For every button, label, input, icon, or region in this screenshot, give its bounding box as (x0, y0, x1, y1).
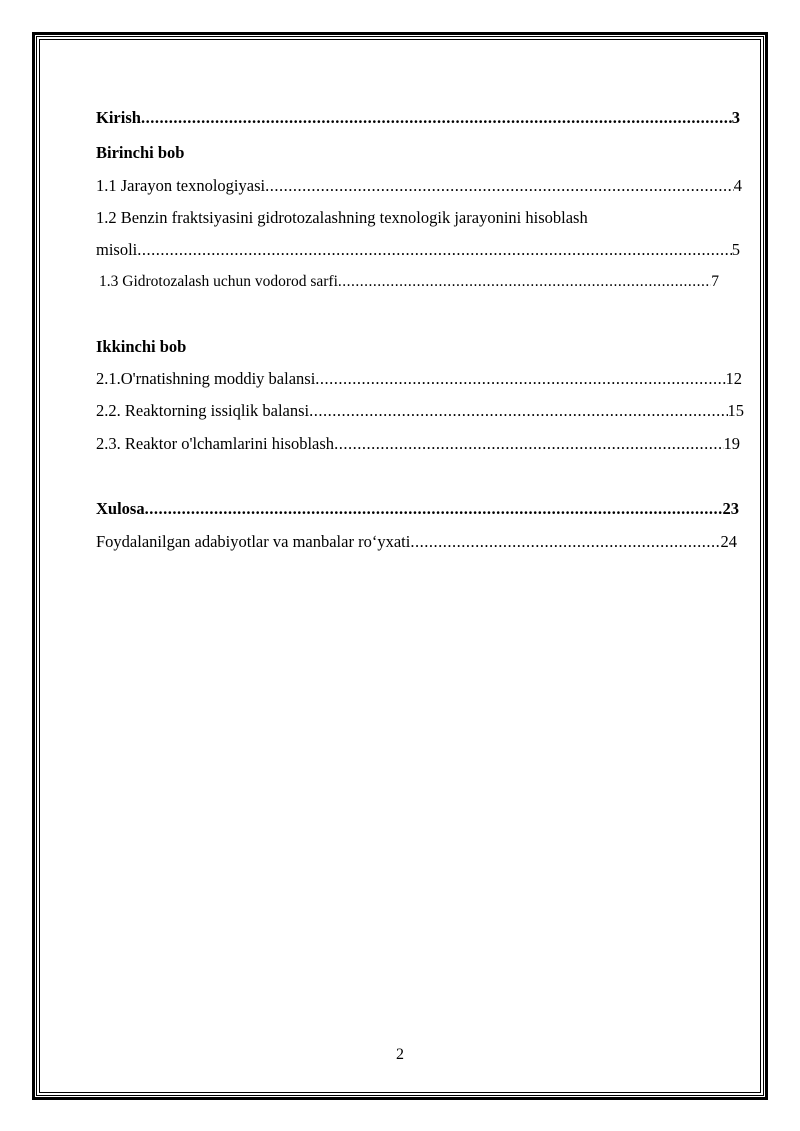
toc-entry-page: 3 (731, 108, 740, 127)
toc-entry-page: 5 (731, 240, 740, 259)
toc-entry (96, 238, 740, 262)
toc-entry-page: 23 (722, 499, 739, 518)
toc-leader-dots (315, 367, 725, 391)
toc-entry (96, 174, 742, 198)
toc-entry-title: Foydalanilgan adabiyotlar va manbalar ro‘yxati (96, 532, 411, 551)
toc-leader-dots (145, 497, 723, 521)
toc-entry (96, 399, 744, 423)
toc-entry (99, 270, 719, 294)
toc-entry-title: 2.2. Reaktorning issiqlik balansi (96, 401, 310, 420)
toc-entry-page: 12 (725, 369, 742, 388)
toc-leader-dots (265, 174, 734, 198)
toc-leader-dots (334, 432, 723, 456)
toc-leader-dots (309, 399, 727, 423)
toc-entry-title: Kirish (96, 108, 141, 127)
chapter-heading: Birinchi bob (96, 143, 185, 162)
toc-entry-page: 24 (720, 532, 737, 551)
toc-entry-title: 1.3 Gidrotozalash uchun vodorod sarfi (99, 273, 338, 290)
toc-entry-page: 7 (711, 273, 719, 290)
toc-leader-dots (410, 530, 720, 554)
toc-entry-title: 1.1 Jarayon texnologiyasi (96, 176, 266, 195)
toc-leader-dots (338, 270, 711, 294)
toc-entry-title-line1: 1.2 Benzin fraktsiyasini gidrotozalashning texnologik jarayonini hisoblash (96, 208, 588, 227)
toc-entry-page: 4 (733, 176, 742, 195)
toc-entry (96, 432, 740, 456)
toc-entry-title: 2.1.O'rnatishning moddiy balansi (96, 369, 316, 388)
page-number: 2 (396, 1046, 404, 1063)
toc-entry-conclusion (96, 497, 739, 521)
toc-entry-page: 19 (723, 434, 740, 453)
toc-entry-page: 15 (727, 401, 744, 420)
chapter-heading: Ikkinchi bob (96, 337, 187, 356)
toc-entry (96, 367, 742, 391)
toc-entry-references (96, 530, 737, 554)
toc-leader-dots (141, 106, 732, 130)
toc-entry-intro (96, 106, 740, 130)
toc-leader-dots (137, 238, 731, 262)
toc-entry-title-line2: misoli (96, 240, 138, 259)
toc-entry-title: Xulosa (96, 499, 145, 518)
toc-entry-title: 2.3. Reaktor o'lchamlarini hisoblash (96, 434, 335, 453)
